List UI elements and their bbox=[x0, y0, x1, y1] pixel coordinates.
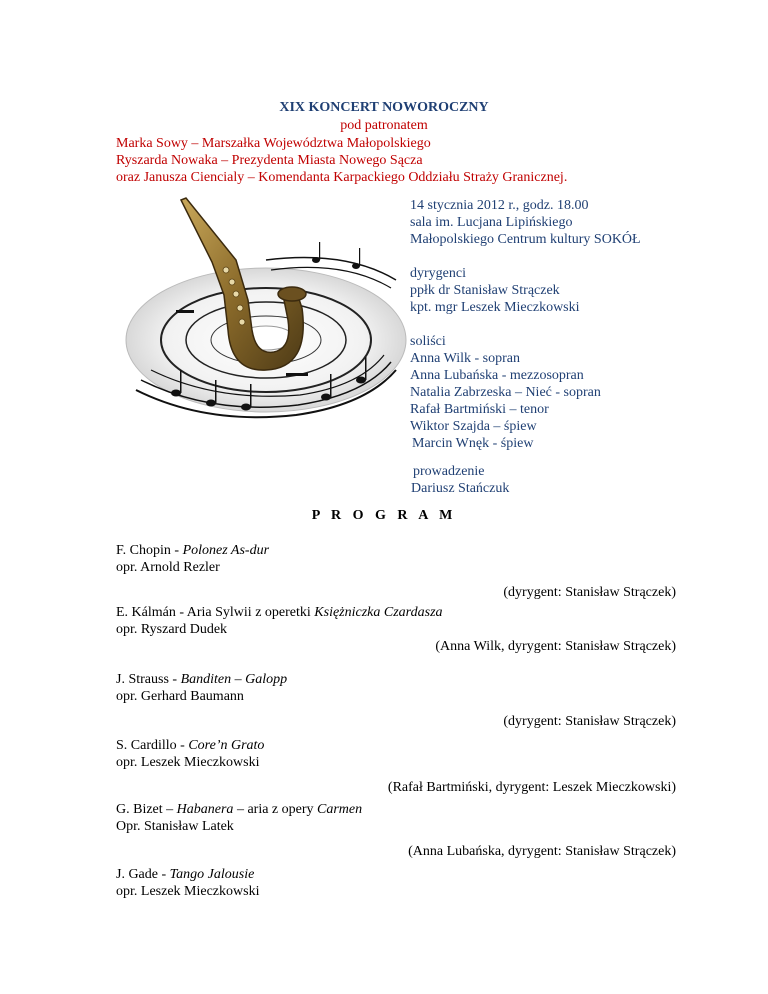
program-item bbox=[116, 604, 676, 655]
program-conductor: (dyrygent: Stanisław Strączek) bbox=[503, 585, 676, 600]
patron-line-1: Marka Sowy – Marszałka Województwa Małopolskiego bbox=[116, 136, 431, 151]
soloist-name: Natalia Zabrzeska – Nieć - sopran bbox=[410, 385, 601, 400]
program-arranger: opr. Leszek Mieczkowski bbox=[116, 755, 260, 770]
program-arranger: opr. Ryszard Dudek bbox=[116, 622, 228, 637]
program-conductor: (Anna Wilk, dyrygent: Stanisław Strączek) bbox=[435, 639, 676, 654]
program-arranger: opr. Leszek Mieczkowski bbox=[116, 884, 260, 899]
conductor-name: kpt. mgr Leszek Mieczkowski bbox=[410, 300, 580, 315]
program-work: Polonez As-dur bbox=[182, 543, 270, 558]
program-work: Banditen – Galopp bbox=[180, 672, 288, 687]
soloist-name: Marcin Wnęk - śpiew bbox=[412, 436, 534, 451]
program-item bbox=[116, 671, 676, 730]
host-label: prowadzenie bbox=[413, 464, 485, 479]
program-opera: Carmen bbox=[317, 802, 363, 817]
program-work-extra: – aria z opery bbox=[233, 802, 318, 817]
saxophone-illustration bbox=[116, 190, 416, 430]
program-item bbox=[116, 542, 676, 601]
event-venue-center: Małopolskiego Centrum kultury SOKÓŁ bbox=[410, 232, 641, 247]
program-work: Core’n Grato bbox=[188, 738, 265, 753]
program-composer: G. Bizet – bbox=[116, 802, 177, 817]
program-arranger: opr. Arnold Rezler bbox=[116, 560, 220, 575]
host-name: Dariusz Stańczuk bbox=[411, 481, 510, 496]
program-conductor: (dyrygent: Stanisław Strączek) bbox=[503, 714, 676, 729]
conductor-name: ppłk dr Stanisław Strączek bbox=[410, 283, 560, 298]
patron-line-3: oraz Janusza Ciencialy – Komendanta Karpackiego Oddziału Straży Granicznej. bbox=[116, 170, 568, 185]
event-venue-hall: sala im. Lucjana Lipińskiego bbox=[410, 215, 573, 230]
program-composer: E. Kálmán - Aria Sylwii z operetki bbox=[116, 605, 315, 620]
soloists-label: soliści bbox=[410, 334, 446, 349]
program-composer: S. Cardillo - bbox=[116, 738, 189, 753]
program-composer: J. Strauss - bbox=[116, 672, 181, 687]
program-item bbox=[116, 737, 676, 796]
program-conductor: (Rafał Bartmiński, dyrygent: Leszek Mieczkowski) bbox=[387, 780, 676, 795]
program-arranger: Opr. Stanisław Latek bbox=[116, 819, 234, 834]
program-conductor: (Anna Lubańska, dyrygent: Stanisław Strączek) bbox=[408, 844, 676, 859]
program-composer: F. Chopin - bbox=[116, 543, 183, 558]
soloist-name: Anna Lubańska - mezzosopran bbox=[410, 368, 584, 383]
program-heading: P R O G R A M bbox=[311, 508, 457, 523]
program-work: Księżniczka Czardasza bbox=[314, 605, 443, 620]
soloist-name: Rafał Bartmiński – tenor bbox=[410, 402, 549, 417]
program-item bbox=[116, 866, 676, 900]
program-work: Tango Jalousie bbox=[169, 867, 255, 882]
program-composer: J. Gade - bbox=[116, 867, 170, 882]
program-item bbox=[116, 801, 676, 860]
soloist-name: Wiktor Szajda – śpiew bbox=[410, 419, 537, 434]
soloist-name: Anna Wilk - sopran bbox=[410, 351, 520, 366]
conductors-label: dyrygenci bbox=[410, 266, 466, 281]
event-date: 14 stycznia 2012 r., godz. 18.00 bbox=[410, 198, 589, 213]
patronage-label: pod patronatem bbox=[340, 118, 428, 133]
concert-title: XIX KONCERT NOWOROCZNY bbox=[279, 100, 489, 115]
patron-line-2: Ryszarda Nowaka – Prezydenta Miasta Nowego Sącza bbox=[116, 153, 423, 168]
program-arranger: opr. Gerhard Baumann bbox=[116, 689, 244, 704]
program-work: Habanera bbox=[176, 802, 234, 817]
